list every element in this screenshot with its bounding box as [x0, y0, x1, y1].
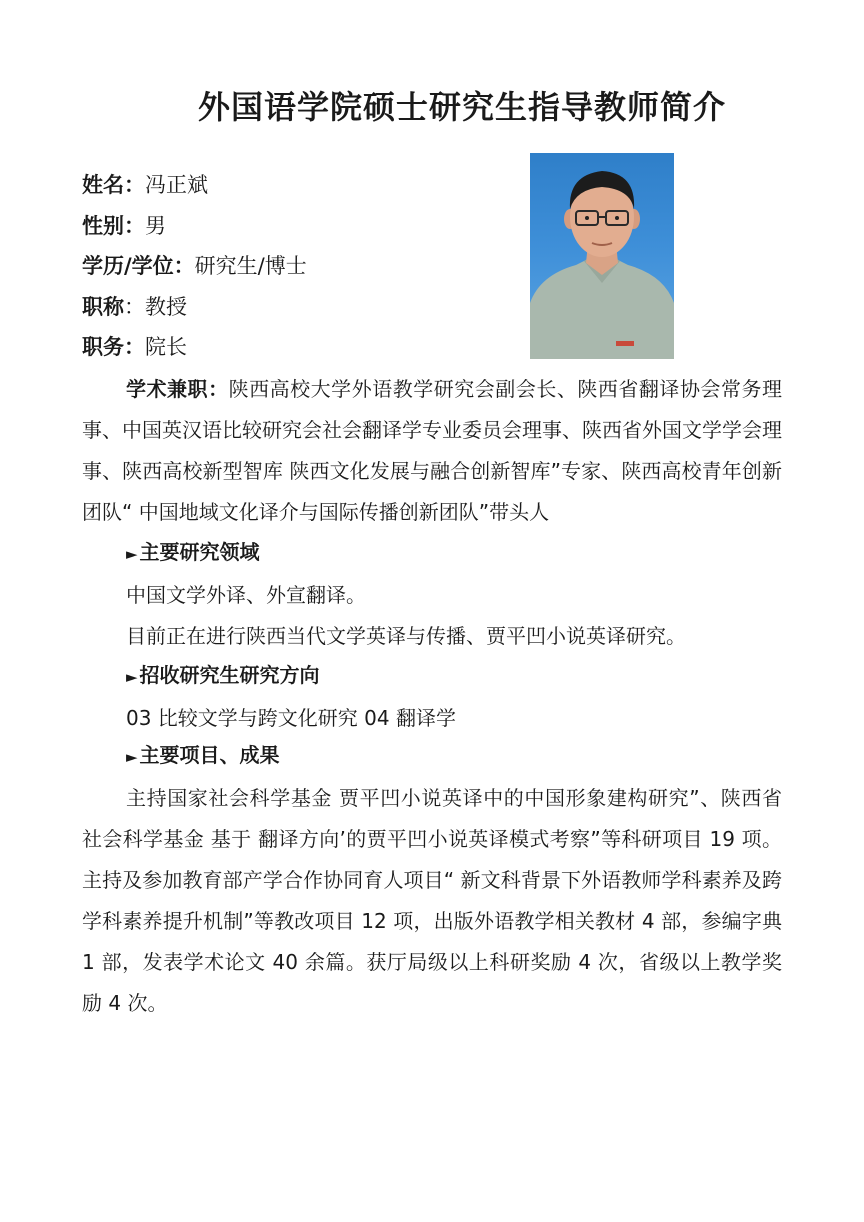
projects-heading	[82, 735, 782, 778]
projects-section	[82, 735, 782, 1024]
enrollment-heading	[82, 655, 782, 698]
academic-roles-paragraph	[82, 369, 782, 533]
research-areas-line-1: 中国文学外译、外宣翻译。	[126, 583, 366, 607]
profile-info	[82, 168, 512, 371]
academic-roles-label: 学术兼职：	[126, 377, 229, 401]
name-label: 姓名：	[82, 173, 145, 197]
gender-label: 性别：	[82, 213, 145, 238]
page-title: 外国语学院硕士研究生指导教师简介	[197, 88, 726, 126]
pointer-arrow-icon: ►	[126, 668, 138, 686]
enrollment-directions: 03 比较文学与跨文化研究 04 翻译学	[126, 706, 456, 730]
projects-paragraph: 主持国家社会科学基金 贾平凹小说英译中的中国形象建构研究”、陕西省社会科学基金 基于 翻译方向’的贾平凹小说英译模式考察”等科研项目 19 项。主持及参加教育部产学合作协同育人项目“ 新文科背景下外语教师学科素养及跨学科素养提升机制”等教改项目 12 项，出版外语教学相关教材 4 部，参编字典 1 部，发表学术论文 40 余篇。获厅局级以上科研奖励 4 次，省级以上教学奖励 4 次。	[82, 786, 782, 1015]
name-row	[82, 168, 512, 209]
research-areas-heading	[82, 532, 782, 575]
portrait-photo	[530, 153, 674, 359]
name-value: 冯正斌	[145, 173, 208, 197]
title-value: ：教授	[124, 294, 187, 319]
enrollment-section	[82, 655, 782, 739]
research-areas-line-2: 目前正在进行陕西当代文学英译与传播、贾平凹小说英译研究。	[126, 624, 686, 648]
enrollment-heading-text: 招收研究生研究方向	[139, 663, 320, 687]
research-areas-heading-text: 主要研究领域	[139, 540, 260, 564]
degree-value: 研究生/博士	[194, 254, 307, 278]
degree-row	[82, 249, 512, 290]
academic-roles-block	[82, 369, 782, 533]
gender-value: 男	[145, 213, 166, 238]
projects-heading-text: 主要项目、成果	[139, 743, 280, 767]
title-row	[82, 290, 512, 331]
academic-roles-text: 陕西高校大学外语教学研究会副会长、陕西省翻译协会常务理事、中国英汉语比较研究会社会翻译学专业委员会理事、陕西省外国文学学会理事、陕西高校新型智库 陕西文化发展与融合创新智库”专家、陕西高校青年创新团队“ 中国地域文化译介与国际传播创新团队”带头人	[82, 377, 783, 524]
post-row	[82, 330, 512, 371]
title-label: 职称	[82, 294, 124, 319]
research-areas-section	[82, 532, 782, 657]
degree-label: 学历/学位：	[82, 254, 195, 278]
gender-row	[82, 209, 512, 250]
portrait-illustration	[530, 153, 674, 359]
post-label: 职务：	[82, 335, 145, 359]
pointer-arrow-icon: ►	[126, 545, 138, 563]
pointer-arrow-icon: ►	[126, 748, 138, 766]
post-value: 院长	[145, 335, 187, 359]
